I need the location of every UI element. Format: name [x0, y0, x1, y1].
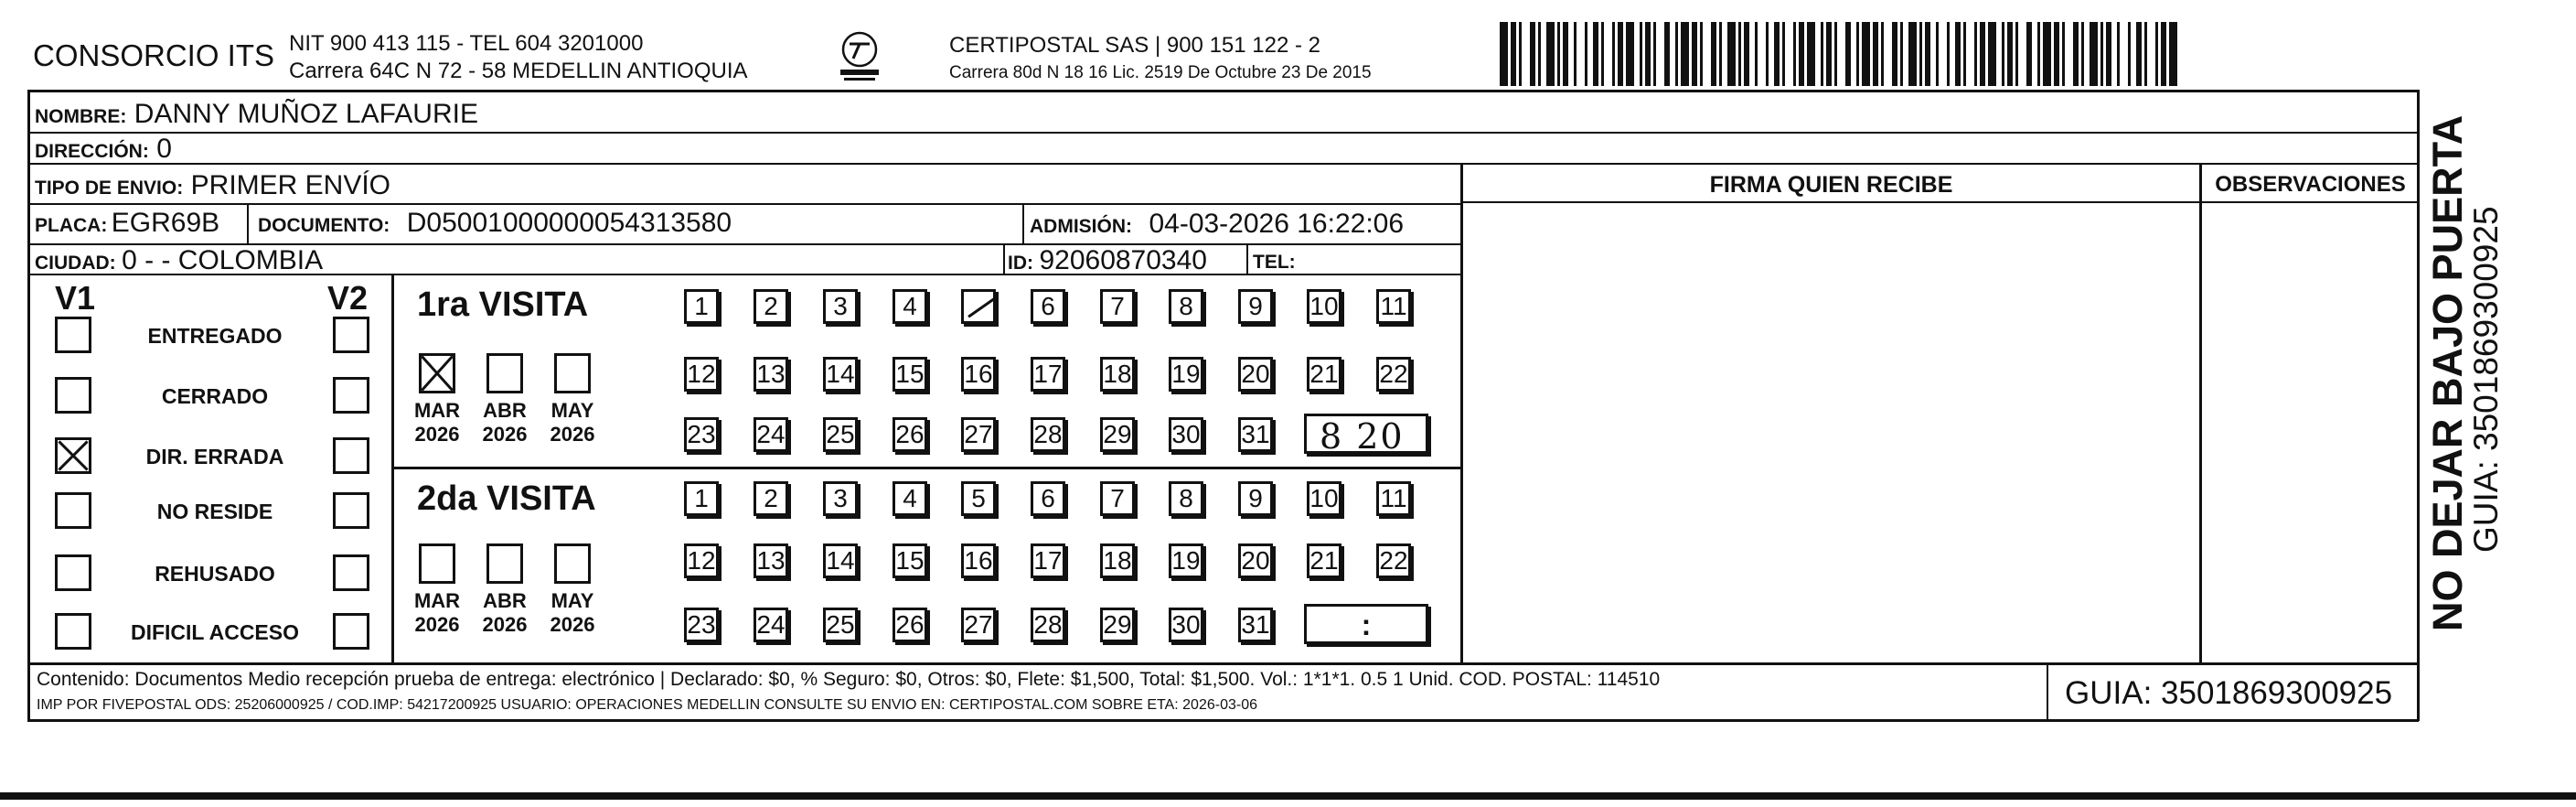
month-checkbox[interactable] — [486, 353, 523, 393]
day-number: 22 — [1379, 360, 1408, 388]
visit2-time-box[interactable] — [1304, 604, 1428, 644]
day-number: 4 — [903, 292, 917, 320]
row-line — [27, 163, 2419, 165]
day-number: 17 — [1033, 546, 1063, 575]
day-box[interactable] — [961, 608, 996, 642]
divider — [1003, 243, 1005, 274]
direccion-value: 0 — [156, 134, 172, 164]
day-number: 30 — [1171, 610, 1201, 639]
day-box[interactable] — [823, 608, 858, 642]
day-box[interactable] — [893, 289, 927, 324]
day-number: 8 — [1179, 484, 1193, 512]
day-number: 16 — [964, 546, 993, 575]
ciudad-value: 0 - - COLOMBIA — [122, 245, 324, 275]
day-box[interactable] — [1238, 357, 1273, 392]
day-box[interactable] — [893, 357, 927, 392]
day-number: 22 — [1379, 546, 1408, 575]
day-number: 27 — [964, 610, 993, 639]
status-v2-checkbox[interactable] — [333, 554, 369, 591]
month-name: MAR — [413, 399, 461, 422]
day-number: 19 — [1171, 360, 1201, 388]
day-box[interactable] — [754, 543, 788, 578]
day-box[interactable] — [1238, 417, 1273, 452]
day-box[interactable] — [961, 417, 996, 452]
month-name: MAY — [550, 399, 594, 422]
day-number: 17 — [1033, 360, 1063, 388]
day-box[interactable] — [1169, 289, 1203, 324]
day-number: 2 — [764, 484, 778, 512]
day-number: 19 — [1171, 546, 1201, 575]
day-box[interactable] — [961, 481, 996, 516]
day-box[interactable] — [1100, 608, 1135, 642]
day-box[interactable] — [1031, 543, 1065, 578]
day-box[interactable] — [1031, 289, 1065, 324]
day-box[interactable] — [1169, 608, 1203, 642]
side-guia: GUIA: 3501869300925 — [2467, 206, 2505, 553]
status-v1-checkbox[interactable] — [55, 613, 91, 650]
company-nit-tel: NIT 900 413 115 - TEL 604 3201000 — [289, 31, 644, 56]
day-box[interactable] — [684, 289, 719, 324]
day-box[interactable] — [1376, 289, 1411, 324]
day-box[interactable] — [961, 357, 996, 392]
day-box[interactable] — [1031, 417, 1065, 452]
tipo-value: PRIMER ENVÍO — [190, 170, 391, 200]
month-year: 2026 — [414, 423, 460, 447]
day-number: 1 — [694, 292, 709, 320]
divider — [247, 203, 249, 244]
footer-guia: GUIA: 3501869300925 — [2065, 675, 2393, 711]
observaciones-header: OBSERVACIONES — [2215, 172, 2406, 197]
status-v1-checkbox[interactable] — [55, 377, 91, 414]
status-label: NO RESIDE — [156, 500, 273, 523]
day-box[interactable] — [1307, 543, 1341, 578]
nombre-row — [35, 101, 478, 128]
status-v2-checkbox[interactable] — [333, 613, 369, 650]
admision-label: ADMISIÓN: — [1030, 216, 1132, 237]
tipo-row — [35, 172, 390, 199]
month-year: 2026 — [550, 613, 595, 637]
day-number: 9 — [1248, 292, 1263, 320]
day-box[interactable] — [1169, 481, 1203, 516]
day-box[interactable] — [823, 417, 858, 452]
month-name: ABR — [483, 399, 527, 422]
day-box[interactable] — [1031, 357, 1065, 392]
tipo-label: TIPO DE ENVIO: — [35, 178, 184, 199]
month-label — [540, 399, 604, 447]
company-address: Carrera 64C N 72 - 58 MEDELLIN ANTIOQUIA — [289, 59, 748, 83]
day-box[interactable] — [1376, 543, 1411, 578]
month-name: MAR — [413, 589, 461, 612]
barcode — [1500, 22, 2178, 86]
day-number: 26 — [895, 610, 925, 639]
placa-row — [35, 210, 219, 237]
day-number: 2 — [764, 292, 778, 320]
day-number: 14 — [826, 360, 855, 388]
day-box[interactable] — [823, 289, 858, 324]
day-box[interactable] — [1100, 543, 1135, 578]
day-box[interactable] — [1169, 357, 1203, 392]
day-number: 13 — [756, 546, 786, 575]
day-box[interactable] — [1169, 417, 1203, 452]
status-label: ENTREGADO — [147, 324, 283, 348]
id-value: 92060870340 — [1039, 245, 1207, 275]
day-box[interactable] — [1238, 481, 1273, 516]
day-box[interactable] — [1376, 481, 1411, 516]
day-number: 28 — [1033, 420, 1063, 448]
day-number: 8 — [1179, 292, 1193, 320]
month-checkbox[interactable] — [554, 353, 591, 393]
frame-top — [27, 90, 2419, 92]
bottom-edge — [0, 792, 2576, 800]
direccion-label: DIRECCIÓN: — [35, 141, 149, 162]
visit1-time-box[interactable] — [1304, 414, 1428, 457]
id-label: ID: — [1008, 253, 1033, 274]
day-box[interactable] — [684, 543, 719, 578]
status-v2-checkbox[interactable] — [333, 437, 369, 474]
day-number: 26 — [895, 420, 925, 448]
month-label — [473, 589, 537, 638]
certipostal-line2: Carrera 80d N 18 16 Lic. 2519 De Octubre 23 De 2015 — [949, 63, 1372, 82]
frame-left — [27, 90, 30, 721]
visit1-title: 1ra VISITA — [417, 285, 589, 324]
admision-value: 04-03-2026 16:22:06 — [1149, 209, 1405, 239]
documento-row — [258, 210, 732, 237]
day-box[interactable] — [684, 357, 719, 392]
day-number: 30 — [1171, 420, 1201, 448]
month-name: ABR — [483, 589, 527, 612]
day-box[interactable] — [823, 357, 858, 392]
status-v1-checkbox[interactable] — [55, 437, 91, 474]
day-number: 25 — [826, 420, 855, 448]
day-box[interactable] — [684, 417, 719, 452]
day-box[interactable] — [754, 608, 788, 642]
day-number: 28 — [1033, 610, 1063, 639]
month-year: 2026 — [414, 613, 460, 637]
visit1-handwritten-time: 8 20 — [1320, 416, 1405, 457]
v2-label: V2 — [327, 279, 369, 317]
day-number: 31 — [1241, 610, 1270, 639]
day-box[interactable] — [1238, 543, 1273, 578]
divider — [1022, 203, 1024, 244]
ciudad-label: CIUDAD: — [35, 253, 116, 274]
day-number: 18 — [1103, 360, 1132, 388]
visit2-title: 2da VISITA — [417, 479, 596, 518]
day-number: 6 — [1041, 292, 1055, 320]
day-number: 18 — [1103, 546, 1132, 575]
status-label: DIR. ERRADA — [145, 445, 284, 468]
day-box[interactable] — [1307, 289, 1341, 324]
month-label — [473, 399, 537, 447]
divider — [1246, 243, 1248, 274]
ciudad-row — [35, 247, 323, 274]
month-label — [405, 589, 469, 638]
month-label — [540, 589, 604, 638]
day-box[interactable] — [1100, 357, 1135, 392]
status-label: REHUSADO — [155, 562, 275, 586]
status-label: CERRADO — [161, 384, 269, 408]
day-number: 29 — [1103, 420, 1132, 448]
day-box[interactable] — [684, 608, 719, 642]
day-box[interactable] — [823, 481, 858, 516]
day-box[interactable] — [893, 417, 927, 452]
tel-label: TEL: — [1253, 252, 1296, 273]
divider-firma — [1460, 163, 1463, 664]
status-v1-checkbox[interactable] — [55, 492, 91, 529]
day-number: 10 — [1309, 292, 1339, 320]
day-box[interactable] — [823, 543, 858, 578]
direccion-row — [35, 135, 172, 163]
day-number: 23 — [687, 610, 716, 639]
day-box[interactable] — [684, 481, 719, 516]
footer-contenido: Contenido: Documentos Medio recepción prueba de entrega: electrónico | Declarado: $0, % Seguro: $0, Otros: $0, Flete: $1,500, Total: $1,500. Vol.: 1*1*1. 0.5 1 Unid. COD. POSTAL: 114510 — [37, 669, 1661, 690]
divider-guia — [2047, 662, 2048, 721]
day-box[interactable] — [1169, 543, 1203, 578]
day-number: 31 — [1241, 420, 1270, 448]
placa-label: PLACA: — [35, 215, 108, 236]
day-number: 16 — [964, 360, 993, 388]
day-number: 11 — [1380, 292, 1407, 320]
placa-value: EGR69B — [111, 208, 220, 238]
day-number: 14 — [826, 546, 855, 575]
row-line — [27, 203, 1461, 205]
company-name: CONSORCIO ITS — [33, 38, 275, 72]
nombre-value: DANNY MUÑOZ LAFAURIE — [134, 99, 478, 129]
certipostal-logo — [828, 29, 892, 86]
day-box[interactable] — [1238, 289, 1273, 324]
day-box[interactable] — [754, 417, 788, 452]
visit2-time-placeholder: : — [1361, 608, 1372, 641]
day-number: 6 — [1041, 484, 1055, 512]
day-number: 3 — [833, 484, 848, 512]
day-number: 3 — [833, 292, 848, 320]
status-v2-checkbox[interactable] — [333, 492, 369, 529]
day-box-checked[interactable] — [961, 289, 996, 324]
day-number: 25 — [826, 610, 855, 639]
status-v1-checkbox[interactable] — [55, 554, 91, 591]
day-box[interactable] — [1100, 417, 1135, 452]
status-label: DIFICIL ACCESO — [130, 620, 299, 644]
day-number: 15 — [895, 360, 925, 388]
v1-label: V1 — [55, 279, 96, 317]
month-checkbox[interactable] — [554, 543, 591, 584]
day-box[interactable] — [1238, 608, 1273, 642]
month-name: MAY — [550, 589, 594, 612]
day-number: 1 — [694, 484, 709, 512]
day-number: 13 — [756, 360, 786, 388]
certipostal-line1: CERTIPOSTAL SAS | 900 151 122 - 2 — [949, 33, 1320, 58]
day-box[interactable] — [893, 481, 927, 516]
month-year: 2026 — [482, 613, 528, 637]
documento-value: D05001000000054313580 — [406, 208, 732, 238]
day-box[interactable] — [1100, 481, 1135, 516]
day-box[interactable] — [1031, 481, 1065, 516]
frame-bottom — [27, 719, 2419, 722]
status-v2-checkbox[interactable] — [333, 317, 369, 353]
month-year: 2026 — [482, 423, 528, 447]
day-box[interactable] — [961, 543, 996, 578]
day-box[interactable] — [1307, 481, 1341, 516]
divider-observaciones — [2199, 163, 2202, 664]
month-label — [405, 399, 469, 447]
day-number: 24 — [756, 610, 786, 639]
day-box[interactable] — [893, 543, 927, 578]
day-number: 10 — [1309, 484, 1339, 512]
month-checkbox[interactable] — [419, 543, 455, 584]
day-number: 24 — [756, 420, 786, 448]
day-box[interactable] — [1307, 357, 1341, 392]
month-year: 2026 — [550, 423, 595, 447]
side-no-dejar: NO DEJAR BAJO PUERTA — [2424, 114, 2471, 631]
status-v2-checkbox[interactable] — [333, 377, 369, 414]
day-box[interactable] — [893, 608, 927, 642]
day-number: 7 — [1110, 484, 1125, 512]
admision-row — [1030, 210, 1404, 238]
day-number: 12 — [687, 546, 716, 575]
day-number: 21 — [1309, 360, 1339, 388]
day-number: 15 — [895, 546, 925, 575]
day-number: 4 — [903, 484, 917, 512]
divider-visits — [391, 467, 1461, 469]
day-number: 5 — [971, 484, 986, 512]
documento-label: DOCUMENTO: — [258, 215, 390, 236]
day-box[interactable] — [1376, 357, 1411, 392]
day-box[interactable] — [754, 481, 788, 516]
day-box[interactable] — [754, 357, 788, 392]
day-number: 23 — [687, 420, 716, 448]
row-line — [27, 132, 2419, 134]
day-number: 21 — [1309, 546, 1339, 575]
day-number: 11 — [1380, 484, 1407, 512]
month-checkbox[interactable] — [419, 353, 455, 393]
day-number: 27 — [964, 420, 993, 448]
month-checkbox[interactable] — [486, 543, 523, 584]
day-number: 29 — [1103, 610, 1132, 639]
day-number: 20 — [1241, 360, 1270, 388]
day-number: 20 — [1241, 546, 1270, 575]
row-line — [27, 662, 2419, 665]
day-number: 9 — [1248, 484, 1263, 512]
id-row — [1008, 247, 1207, 274]
certipostal-logo-icon — [828, 29, 892, 86]
footer-imp: IMP POR FIVEPOSTAL ODS: 25206000925 / COD.IMP: 54217200925 USUARIO: OPERACIONES MEDELLIN CONSULTE SU ENVIO EN: CERTIPOSTAL.COM SOBRE ETA: 2026-03-06 — [37, 697, 1257, 713]
status-v1-checkbox[interactable] — [55, 317, 91, 353]
day-box[interactable] — [1031, 608, 1065, 642]
day-box[interactable] — [1100, 289, 1135, 324]
day-number: 7 — [1110, 292, 1125, 320]
nombre-label: NOMBRE: — [35, 106, 127, 127]
firma-header: FIRMA QUIEN RECIBE — [1709, 172, 1953, 198]
day-number: 12 — [687, 360, 716, 388]
day-box[interactable] — [754, 289, 788, 324]
row-line — [1460, 201, 2419, 203]
